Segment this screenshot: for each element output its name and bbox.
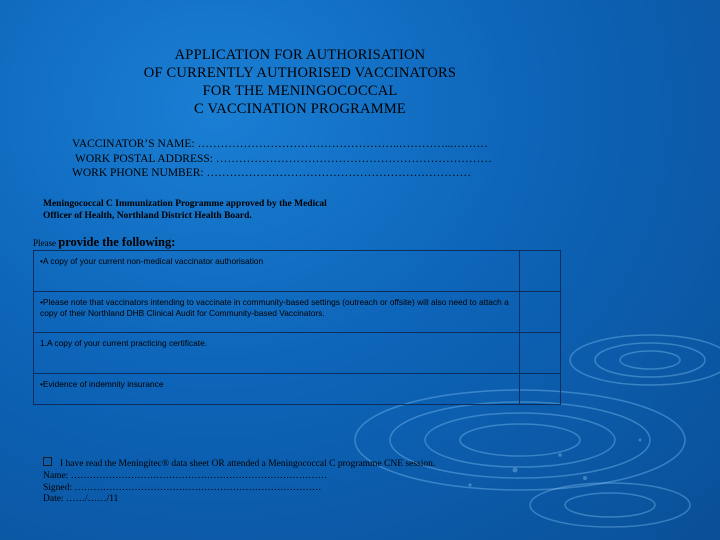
approval-line-2: Officer of Health, Northland District Health Board.	[43, 211, 252, 221]
title-line-1: APPLICATION FOR AUTHORISATION	[174, 47, 426, 63]
declaration-checkbox[interactable]	[43, 457, 52, 466]
approval-line-1: Meningococcal C Immunization Programme approved by the Medical	[43, 199, 327, 209]
declaration-statement: I have read the Meningitec® data sheet OR attended a Meningococcal C programme CNE session.	[60, 459, 436, 469]
declaration-line	[43, 457, 435, 471]
title-line-2: OF CURRENTLY AUTHORISED VACCINATORS	[143, 65, 457, 81]
title-line-3: FOR THE MENINGOCOCCAL	[202, 83, 398, 99]
programme-approval-note	[43, 198, 327, 222]
provide-heading	[33, 235, 175, 250]
table-row	[34, 374, 561, 405]
table-row	[34, 251, 561, 292]
vaccinator-details	[72, 137, 492, 181]
date-field[interactable]: Date: ……/……/11	[43, 494, 119, 505]
title-line-4: C VACCINATION PROGRAMME	[194, 101, 406, 117]
requirement-text: •A copy of your current non-medical vaccinator authorisation	[34, 251, 520, 292]
requirement-text: •Evidence of indemnity insurance	[34, 374, 520, 405]
requirement-checkbox-cell[interactable]	[520, 374, 561, 405]
table-row	[34, 333, 561, 374]
requirement-checkbox-cell[interactable]	[520, 292, 561, 333]
table-row	[34, 292, 561, 333]
signed-field[interactable]: Signed: ……………………………………………………………………	[43, 482, 322, 493]
vaccinator-name-field[interactable]: VACCINATOR’S NAME: ……………………………………………..…………...………	[72, 138, 488, 150]
requirement-checkbox-cell[interactable]	[520, 333, 561, 374]
provide-emphasis: provide the following:	[58, 235, 176, 249]
requirement-text: •Please note that vaccinators intending to vaccinate in community-based settings (outreach or offsite) will also need to attach a copy of their Northland DHB Clinical Audit for Community-based Vaccinators.	[34, 292, 520, 333]
name-signature-field[interactable]: Name: ………………………………………………………………………	[43, 470, 328, 481]
declaration-section	[43, 457, 435, 506]
work-phone-number-field[interactable]: WORK PHONE NUMBER: ……………………………………………………………	[72, 167, 471, 179]
requirements-table	[33, 250, 561, 405]
requirement-text: 1.A copy of your current practicing certificate.	[34, 333, 520, 374]
provide-prefix: Please	[33, 238, 59, 248]
work-postal-address-field[interactable]: WORK POSTAL ADDRESS: ………………………………………………………………	[75, 152, 492, 165]
form-title	[100, 46, 500, 118]
requirement-checkbox-cell[interactable]	[520, 251, 561, 292]
